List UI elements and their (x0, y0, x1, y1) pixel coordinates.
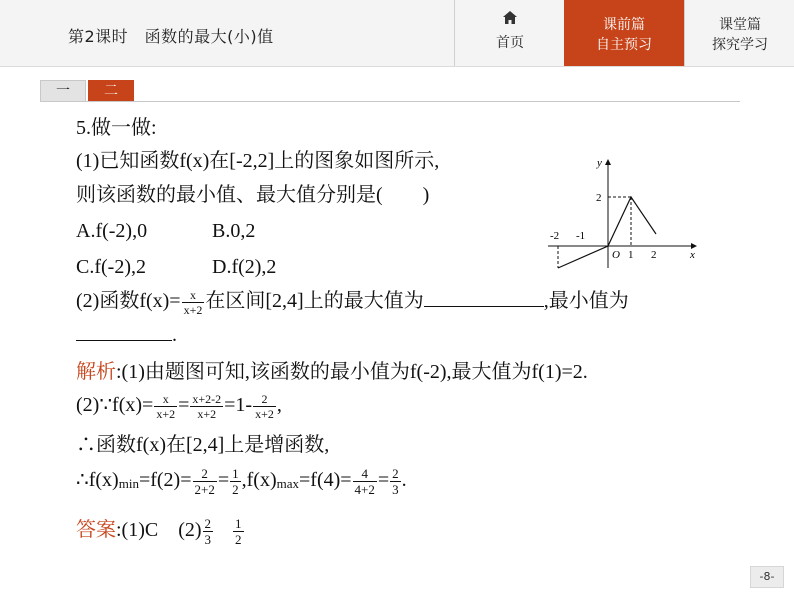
sol2-frac2: $\frac{x+2-2}{x+2}$ (192, 392, 222, 421)
sol4-min-sub: min (118, 476, 139, 492)
y-axis-label: y (597, 157, 602, 169)
q2-period: . (172, 324, 177, 346)
sol4-a: =f(2)= (138, 469, 192, 492)
nav-class-line1: 课堂篇 (719, 17, 761, 33)
sol4-e: = (377, 469, 390, 492)
sol2-eq: = (178, 394, 190, 417)
solution-line3: ∴函数f(x)在[2,4]上是增函数, (76, 434, 330, 456)
x-axis-label: x (690, 249, 695, 261)
tab-two[interactable]: 二 (88, 80, 134, 102)
sol2-end: , (276, 394, 282, 417)
header-bar (0, 0, 794, 67)
sol4-frac3: $\frac{4}{4+2}$ (354, 466, 375, 497)
sol2-frac1: $\frac{x}{x+2}$ (156, 392, 176, 421)
origin-label: O (612, 249, 620, 261)
page-number: -8- (750, 566, 784, 588)
answer-blank-max (424, 288, 544, 307)
q2-prefix: (2)函数f(x)= (76, 290, 181, 313)
graph-curve (558, 197, 656, 268)
tick-x-2: 2 (651, 249, 657, 261)
nav-class-button[interactable] (684, 0, 794, 66)
tab-divider (40, 101, 740, 102)
question-2-line2 (76, 322, 177, 348)
nav-preview-line2: 自主预习 (596, 37, 652, 53)
option-b: B.0,2 (212, 220, 256, 242)
q2-min-text: ,最小值为 (543, 290, 629, 313)
problem-heading: 5.做一做: (76, 117, 157, 139)
q2-fraction: $\frac{x}{x+2}$ (183, 288, 203, 317)
option-d: D.f(2),2 (212, 256, 277, 278)
sol4-end: . (401, 469, 407, 492)
solution-line1-text: :(1)由题图可知,该函数的最小值为f(-2),最大值为f(1)=2. (116, 361, 588, 383)
answer-line (76, 516, 245, 547)
sol4-frac2: $\frac{1}{2}$ (232, 466, 239, 497)
sol4-c: ,f(x) (241, 469, 277, 492)
sol4-b: = (217, 469, 230, 492)
tab-one[interactable]: 一 (40, 80, 86, 102)
home-icon (503, 11, 517, 24)
lesson-title: 第2课时 函数的最大(小)值 (68, 27, 274, 46)
tick-y-2: 2 (596, 192, 602, 204)
sol2-pre: (2)∵f(x)= (76, 394, 154, 417)
sol4-frac1: $\frac{2}{2+2}$ (194, 466, 215, 497)
solution-line1 (76, 359, 588, 385)
sol4-max-sub: max (276, 476, 299, 492)
question-1-line1: (1)已知函数f(x)在[-2,2]上的图象如图所示, (76, 150, 440, 172)
solution-label: 解析 (76, 361, 116, 383)
option-a: A.f(-2),0 (76, 220, 148, 242)
tick-x-neg1: -1 (576, 230, 586, 242)
nav-home-label: 首页 (496, 35, 524, 51)
nav-home-button[interactable] (454, 0, 566, 66)
nav-class-line2: 探究学习 (712, 37, 768, 53)
tick-x-neg2: -2 (550, 230, 560, 242)
sol2-frac3: $\frac{2}{x+2}$ (255, 392, 274, 421)
tick-x-1: 1 (628, 249, 634, 261)
sol4-frac4: $\frac{2}{3}$ (392, 466, 399, 497)
sol4-d: =f(4)= (299, 469, 352, 492)
q2-text: 在区间[2,4]上的最大值为 (205, 290, 424, 313)
question-1-line2: 则该函数的最小值、最大值分别是( ) (76, 184, 430, 206)
function-graph (540, 152, 700, 277)
nav-preview-line1: 课前篇 (603, 17, 645, 33)
question-2-line (76, 288, 629, 317)
answer-label: 答案 (76, 519, 116, 542)
answer-frac2: $\frac{1}{2}$ (235, 516, 242, 547)
sol2-mid: =1- (224, 394, 253, 417)
answer-frac1: $\frac{2}{3}$ (204, 516, 212, 547)
nav-preview-button[interactable] (564, 0, 684, 66)
answer-pre: :(1)C (2) (116, 519, 202, 542)
option-c: C.f(-2),2 (76, 256, 146, 278)
solution-line2 (76, 392, 282, 421)
sol4-pre: ∴f(x) (76, 469, 119, 492)
solution-line4 (76, 466, 407, 497)
answer-blank-min (76, 322, 172, 341)
